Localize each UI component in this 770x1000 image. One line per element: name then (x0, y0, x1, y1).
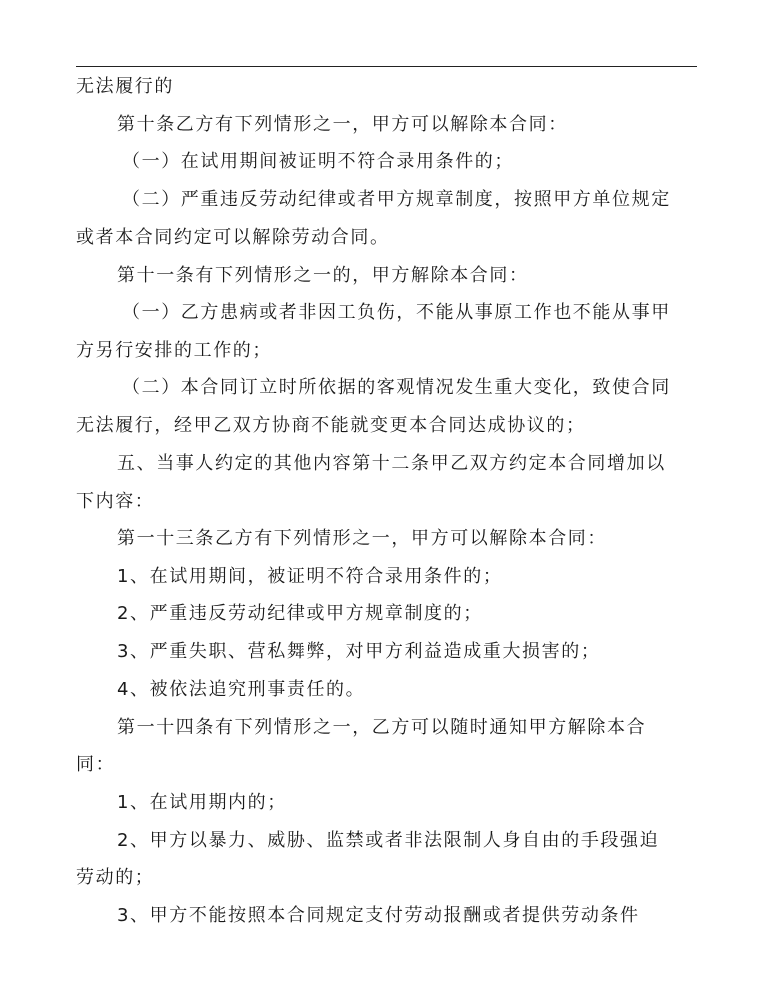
text-line: 第一十四条有下列情形之一，乙方可以随时通知甲方解除本合 (117, 717, 647, 738)
text-line: 2、甲方以暴力、威胁、监禁或者非法限制人身自由的手段强迫 (117, 830, 660, 851)
text-line: 2、严重违反劳动纪律或甲方规章制度的； (117, 603, 483, 624)
text-line: 无法履行，经甲乙双方协商不能就变更本合同达成协议的； (76, 415, 586, 436)
text-line: 第十条乙方有下列情形之一，甲方可以解除本合同： (117, 114, 568, 135)
text-line: 4、被依法追究刑事责任的。 (117, 679, 366, 700)
text-line: 劳动的； (76, 867, 155, 888)
text-line: 或者本合同约定可以解除劳动合同。 (76, 227, 390, 248)
text-line: 同： (76, 754, 116, 775)
text-line: 3、甲方不能按照本合同规定支付劳动报酬或者提供劳动条件 (117, 905, 640, 926)
text-line: 五、当事人约定的其他内容第十二条甲乙双方约定本合同增加以 (117, 453, 666, 474)
text-line: 1、在试用期间，被证明不符合录用条件的； (117, 566, 503, 587)
text-line: 无法履行的 (76, 76, 174, 97)
header-rule (76, 66, 697, 67)
text-line: （一）在试用期间被证明不符合录用条件的； (122, 151, 514, 172)
text-line: 第一十三条乙方有下列情形之一，甲方可以解除本合同： (117, 528, 607, 549)
text-line: 第十一条有下列情形之一的，甲方解除本合同： (117, 265, 529, 286)
text-line: 下内容： (76, 491, 155, 512)
text-line: 3、严重失职、营私舞弊，对甲方利益造成重大损害的； (117, 641, 601, 662)
text-line: （一）乙方患病或者非因工负伤，不能从事原工作也不能从事甲 (122, 302, 671, 323)
text-line: （二）本合同订立时所依据的客观情况发生重大变化，致使合同 (122, 377, 671, 398)
text-line: 1、在试用期内的； (117, 792, 287, 813)
text-line: （二）严重违反劳动纪律或者甲方规章制度，按照甲方单位规定 (122, 189, 671, 210)
text-line: 方另行安排的工作的； (76, 340, 272, 361)
